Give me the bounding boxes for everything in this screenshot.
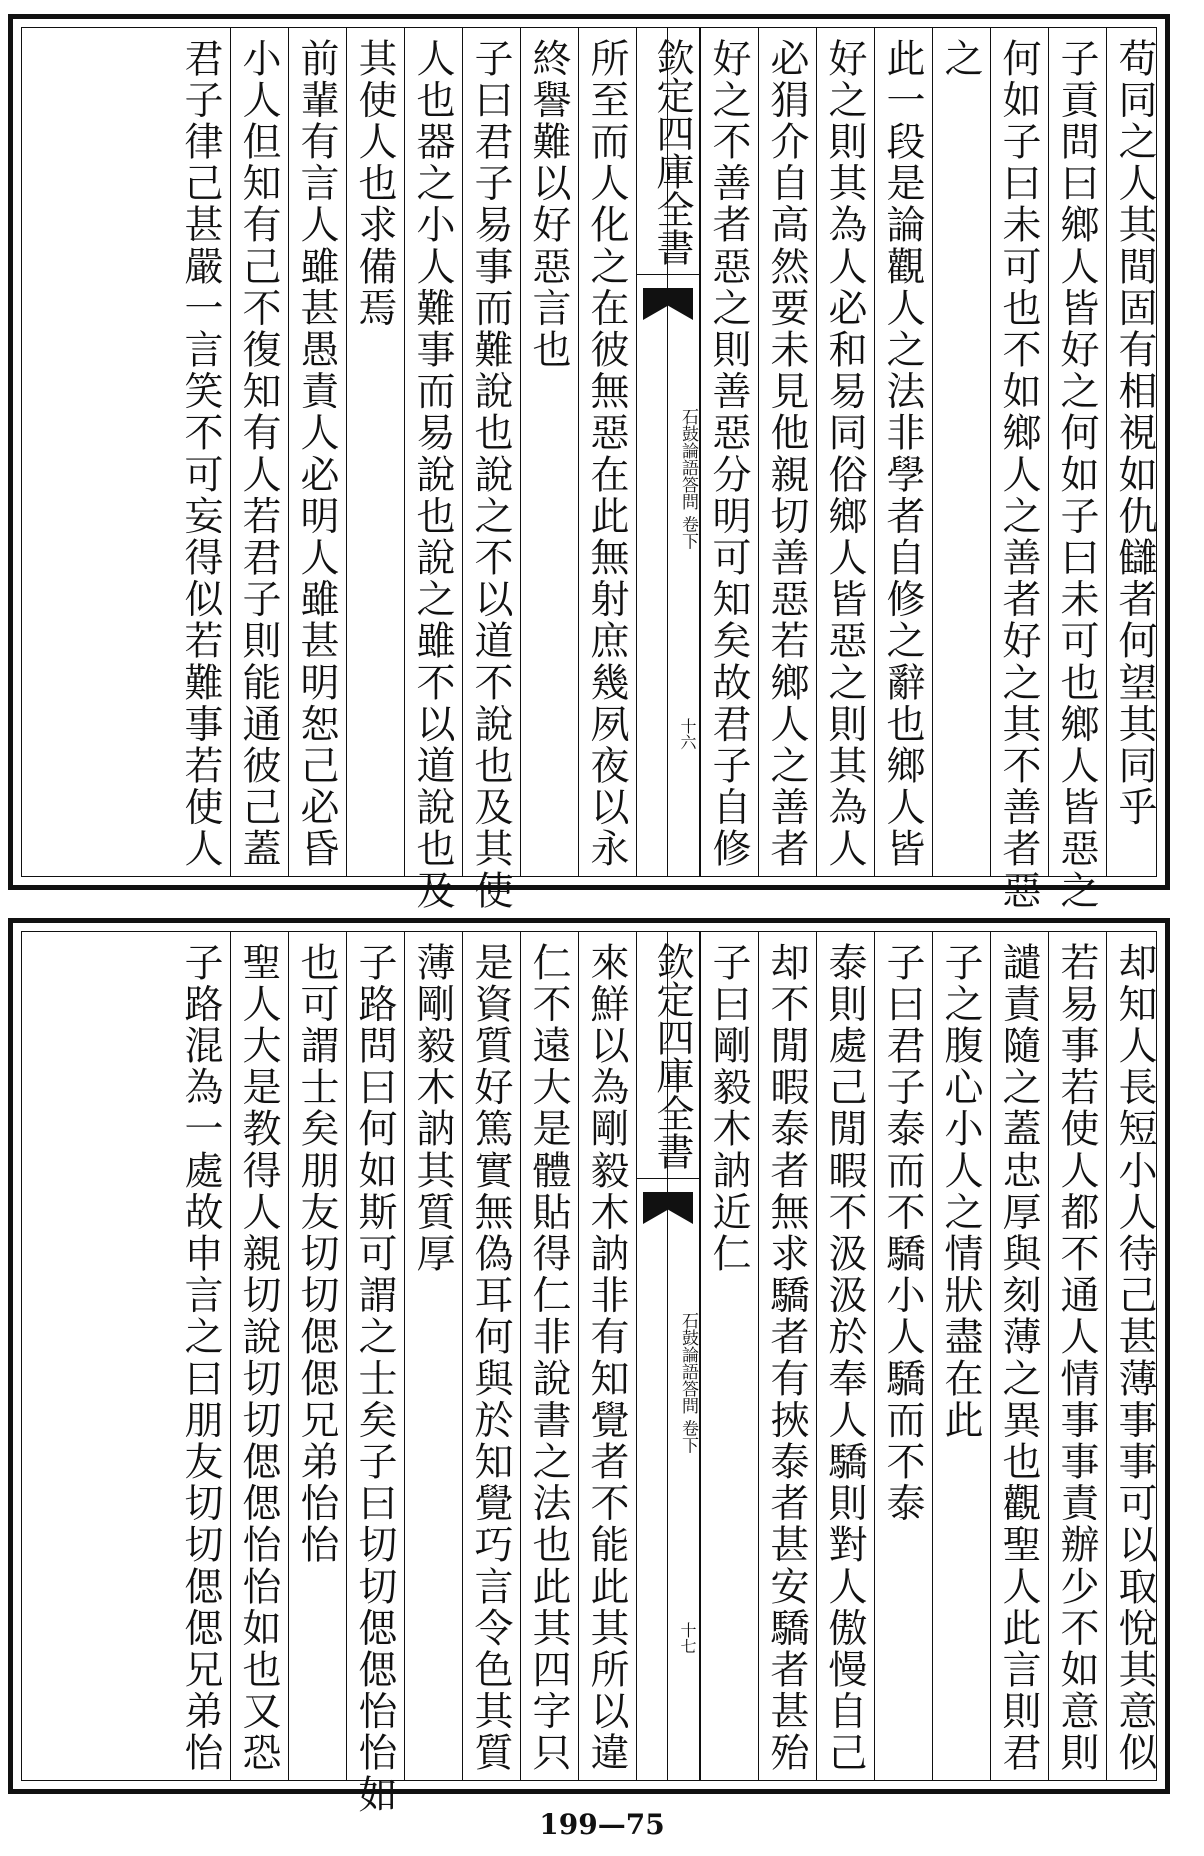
text-column: 也可謂士矣朋友切切偲偲兄弟怡怡 [288, 932, 346, 1780]
text-column: 小人但知有己不復知有人若君子則能通彼己蓋 [230, 28, 288, 876]
text-column: 泰則處己閒暇不汲汲於奉人驕則對人傲慢自己 [816, 932, 874, 1780]
text-column: 子路混為一處故申言之曰朋友切切偲偲兄弟怡 [178, 942, 223, 1774]
text-column: 好之不善者惡之則善惡分明可知矣故君子自修 [700, 28, 758, 876]
text-column: 子之腹心小人之情狀盡在此 [932, 932, 990, 1780]
text-column: 何如子曰未可也不如鄉人之善者好之其不善者惡 [990, 28, 1048, 876]
text-column: 之 [932, 28, 990, 876]
fish-tail-mark [643, 288, 693, 320]
text-column: 仁不遠大是體貼得仁非說書之法也此其四字只 [520, 932, 578, 1780]
chapter-label: 石鼓論語答問 卷下 [678, 408, 698, 550]
center-fold [636, 932, 700, 1780]
text-column: 君子律己甚嚴一言笑不可妄得似若難事若使人 [178, 38, 223, 870]
text-column: 此一段是論觀人之法非學者自修之辭也鄉人皆 [874, 28, 932, 876]
page-panel-top [8, 14, 1170, 912]
text-column: 子路問曰何如斯可謂之士矣子曰切切偲偲怡怡如 [346, 932, 404, 1780]
text-column: 却不閒暇泰者無求驕者有挾泰者甚安驕者甚殆 [758, 932, 816, 1780]
chapter-label: 石鼓論語答問 卷下 [678, 1312, 698, 1454]
text-column: 聖人大是教得人親切說切切偲偲怡怡如也又恐 [230, 932, 288, 1780]
text-frame [21, 27, 1157, 912]
page-panel-bottom [8, 918, 1170, 1816]
text-column: 子曰剛毅木訥近仁 [700, 932, 758, 1780]
text-column: 子貢問曰鄉人皆好之何如子曰未可也鄉人皆惡之 [1048, 28, 1106, 876]
text-column: 好之則其為人必和易同俗鄉人皆惡之則其為人 [816, 28, 874, 876]
scan-page-number: 199—75 [539, 1808, 665, 1841]
text-column: 若易事若使人都不通人情事事責辦少不如意則 [1048, 932, 1106, 1780]
text-column: 所至而人化之在彼無惡在此無射庶幾夙夜以永 [578, 28, 636, 876]
text-column: 終譽難以好惡言也 [520, 28, 578, 876]
page-number: 十六 [678, 718, 697, 750]
text-column: 苟同之人其間固有相視如仇讎者何望其同乎 [1106, 28, 1164, 876]
fish-tail-mark [643, 1192, 693, 1224]
text-column: 來鮮以為剛毅木訥非有知覺者不能此其所以違 [578, 932, 636, 1780]
book-title: 欽定四庫全書 [637, 942, 699, 1179]
text-column: 前輩有言人雖甚愚責人必明人雖甚明恕己必昏 [288, 28, 346, 876]
text-column: 譴責隨之蓋忠厚與刻薄之異也觀聖人此言則君 [990, 932, 1048, 1780]
book-title: 欽定四庫全書 [637, 38, 699, 275]
center-fold [636, 28, 700, 876]
text-column: 薄剛毅木訥其質厚 [404, 932, 462, 1780]
page-number: 十七 [678, 1622, 697, 1654]
text-column: 是資質好篤實無偽耳何與於知覺巧言令色其質 [462, 932, 520, 1780]
text-column: 其使人也求備焉 [346, 28, 404, 876]
text-column: 必狷介自高然要未見他親切善惡若鄉人之善者 [758, 28, 816, 876]
text-column: 子曰君子易事而難說也說之不以道不說也及其使 [462, 28, 520, 876]
text-column: 人也器之小人難事而易說也說之雖不以道說也及 [404, 28, 462, 876]
text-column: 却知人長短小人待己甚薄事事可以取悅其意似 [1106, 932, 1164, 1780]
text-frame [21, 931, 1157, 1816]
text-column: 子曰君子泰而不驕小人驕而不泰 [874, 932, 932, 1780]
